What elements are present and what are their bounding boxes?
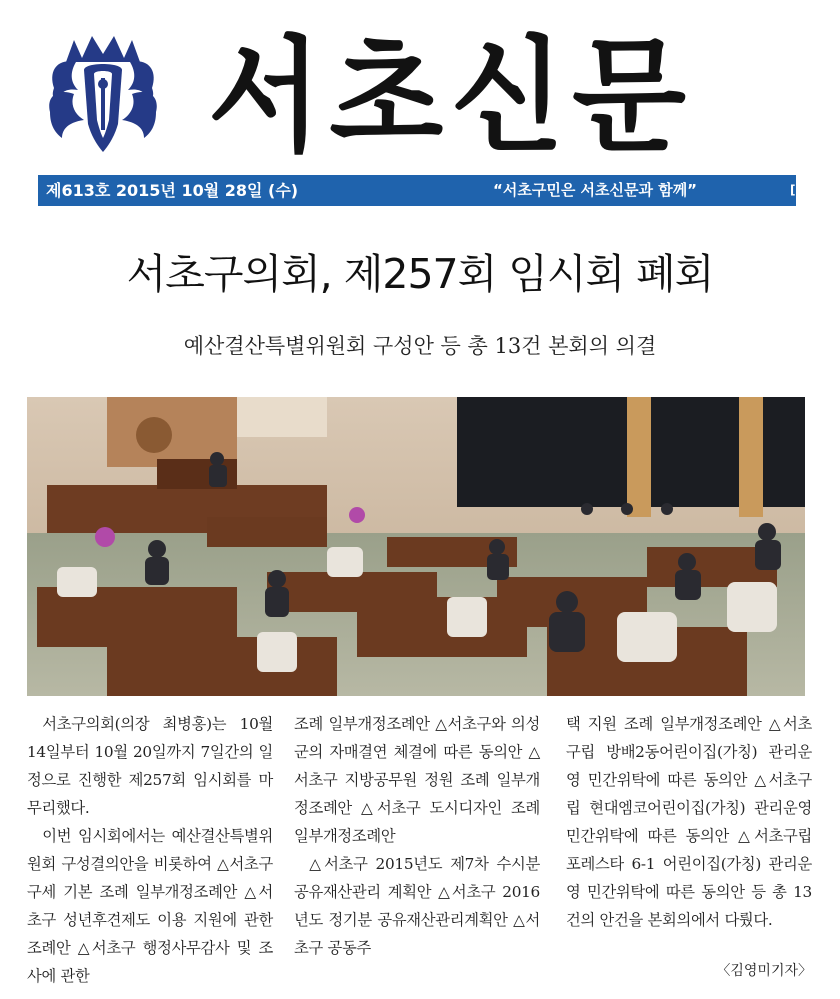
article-column-1 bbox=[27, 710, 273, 990]
dateline-cutoff-text: [ 대표전 bbox=[790, 183, 835, 197]
paragraph: 서초구의회(의장 최병홍)는 10월 14일부터 10월 20일까지 7일간의 일정으로 진행한 제257회 임시회를 마무리했다. bbox=[27, 715, 273, 817]
article-column-3 bbox=[566, 710, 812, 934]
issue-date: 제613호 2015년 10월 28일 (수) bbox=[46, 181, 299, 200]
assembly-chamber-photo bbox=[27, 397, 805, 696]
paragraph: 이번 임시회에서는 예산결산특별위원회 구성결의안을 비롯하여 △서초구 구세 기본 조례 일부개정조례안 △서초구 성년후견제도 이용 지원에 관한 조례안 △서초구 행정사무감사 및 조사에 관한 bbox=[27, 827, 273, 985]
dateline-bar bbox=[38, 175, 835, 206]
paragraph: 택 지원 조례 일부개정조례안 △서초구립 방배2동어린이집(가칭) 관리운영 민간위탁에 따른 동의안 △서초구립 현대엠코어린이집(가칭) 관리운영 민간위탁에 따른 동의안 △서초구립 포레스타 6-1 어린이집(가칭) 관리운영 민간위탁에 따른 동의안 등 총 13건의 안건을 본회의에서 다뤘다. bbox=[566, 715, 812, 929]
paragraph: 조례 일부개정조례안 △서초구와 의성군의 자매결연 체결에 따른 동의안 △서초구 지방공무원 정원 조례 일부개정조례안 △서초구 도시디자인 조례 일부개정조례안 bbox=[294, 715, 540, 845]
article-subheadline: 예산결산특별위원회 구성안 등 총 13건 본회의 의결 bbox=[183, 334, 657, 358]
seocho-logo bbox=[44, 28, 162, 158]
paragraph: △서초구 2015년도 제7차 수시분 공유재산관리 계획안 △서초구 2016년도 정기분 공유재산관리계획안 △서초구 공동주 bbox=[294, 855, 540, 957]
article-headline: 서초구의회, 제257회 임시회 폐회 bbox=[126, 250, 714, 298]
reporter-byline: 〈김영미기자〉 bbox=[716, 963, 812, 979]
newspaper-title: 서초신문 bbox=[208, 25, 694, 169]
slogan: “서초구민은 서초신문과 함께” bbox=[493, 181, 698, 199]
article-column-2 bbox=[294, 710, 540, 962]
